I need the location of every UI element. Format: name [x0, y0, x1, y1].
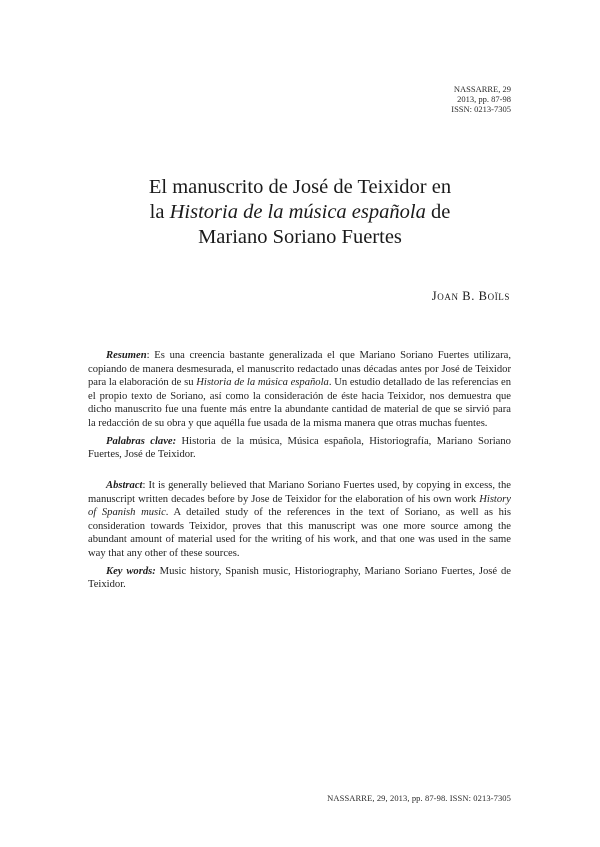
key-words-label: Key words:	[106, 565, 156, 577]
resumen-italic: Historia de la música española	[196, 377, 329, 389]
title-line-2-post: de	[425, 201, 451, 223]
journal-pages: 2013, pp. 87-98	[457, 94, 511, 104]
journal-issue: NASSARRE, 29	[453, 84, 511, 94]
title-line-2-italic: Historia de la música española	[169, 201, 426, 223]
abstract-text-a: : It is generally believed that Mariano Soriano Fuertes used, by copying in excess, the manuscript written decades before by Jose de Teixidor for the elaboration of his own work	[88, 480, 511, 505]
page-footer: NASSARRE, 29, 2013, pp. 87-98. ISSN: 0213-7305	[327, 793, 511, 803]
resumen-paragraph	[88, 349, 511, 431]
key-words-text: Music history, Spanish music, Historiography, Mariano Soriano Fuertes, José de Teixidor.	[88, 565, 511, 591]
palabras-clave-label: Palabras clave:	[106, 435, 177, 447]
title-line-2	[90, 200, 510, 225]
resumen-text-a: : Es una creencia bastante generalizada el que Mariano Soriano Fuertes utilizara, copiando de manera desmesurada, el manuscrito redactado unas décadas antes por José de Teixidor para la elaboración de su	[88, 350, 511, 389]
abstract-section	[88, 479, 511, 592]
palabras-clave-text: Historia de la música, Música española, Historiografía, Mariano Soriano Fuertes, José de Teixidor.	[88, 435, 511, 461]
title-line-2-pre: la	[149, 201, 170, 223]
abstract-paragraph	[88, 479, 511, 561]
resumen-section	[88, 349, 511, 462]
resumen-text-b: . Un estudio detallado de las referencias en el propio texto de Soriano, así como la consideración de éste hacia Teixidor, nos demuestra que dicho manuscrito fue una fuente más entre la abundante cantidad de material de que se sirvió para la redacción de su obra y que aquélla fue usada de la misma manera que otras muchas fuentes.	[88, 377, 511, 429]
palabras-clave-paragraph	[88, 435, 511, 462]
resumen-label: Resumen	[106, 350, 147, 361]
abstract-italic: History of Spanish music	[88, 493, 511, 519]
author-name: Joan B. Boïls	[431, 289, 510, 303]
abstract-text-b: . A detailed study of the references in the text of Soriano, as well as his consideration towards Teixidor, proves that this manuscript was one more source among the abundant amount of material used for the writing of his work, and that one was used in the same way that any other of these sources.	[88, 507, 511, 559]
key-words-paragraph	[88, 565, 511, 592]
journal-reference	[451, 84, 511, 114]
title-line-1: El manuscrito de José de Teixidor en	[148, 176, 452, 198]
article-title	[90, 175, 510, 250]
abstract-label: Abstract	[106, 480, 143, 491]
title-line-3: Mariano Soriano Fuertes	[198, 226, 402, 248]
journal-issn: ISSN: 0213-7305	[451, 104, 511, 114]
